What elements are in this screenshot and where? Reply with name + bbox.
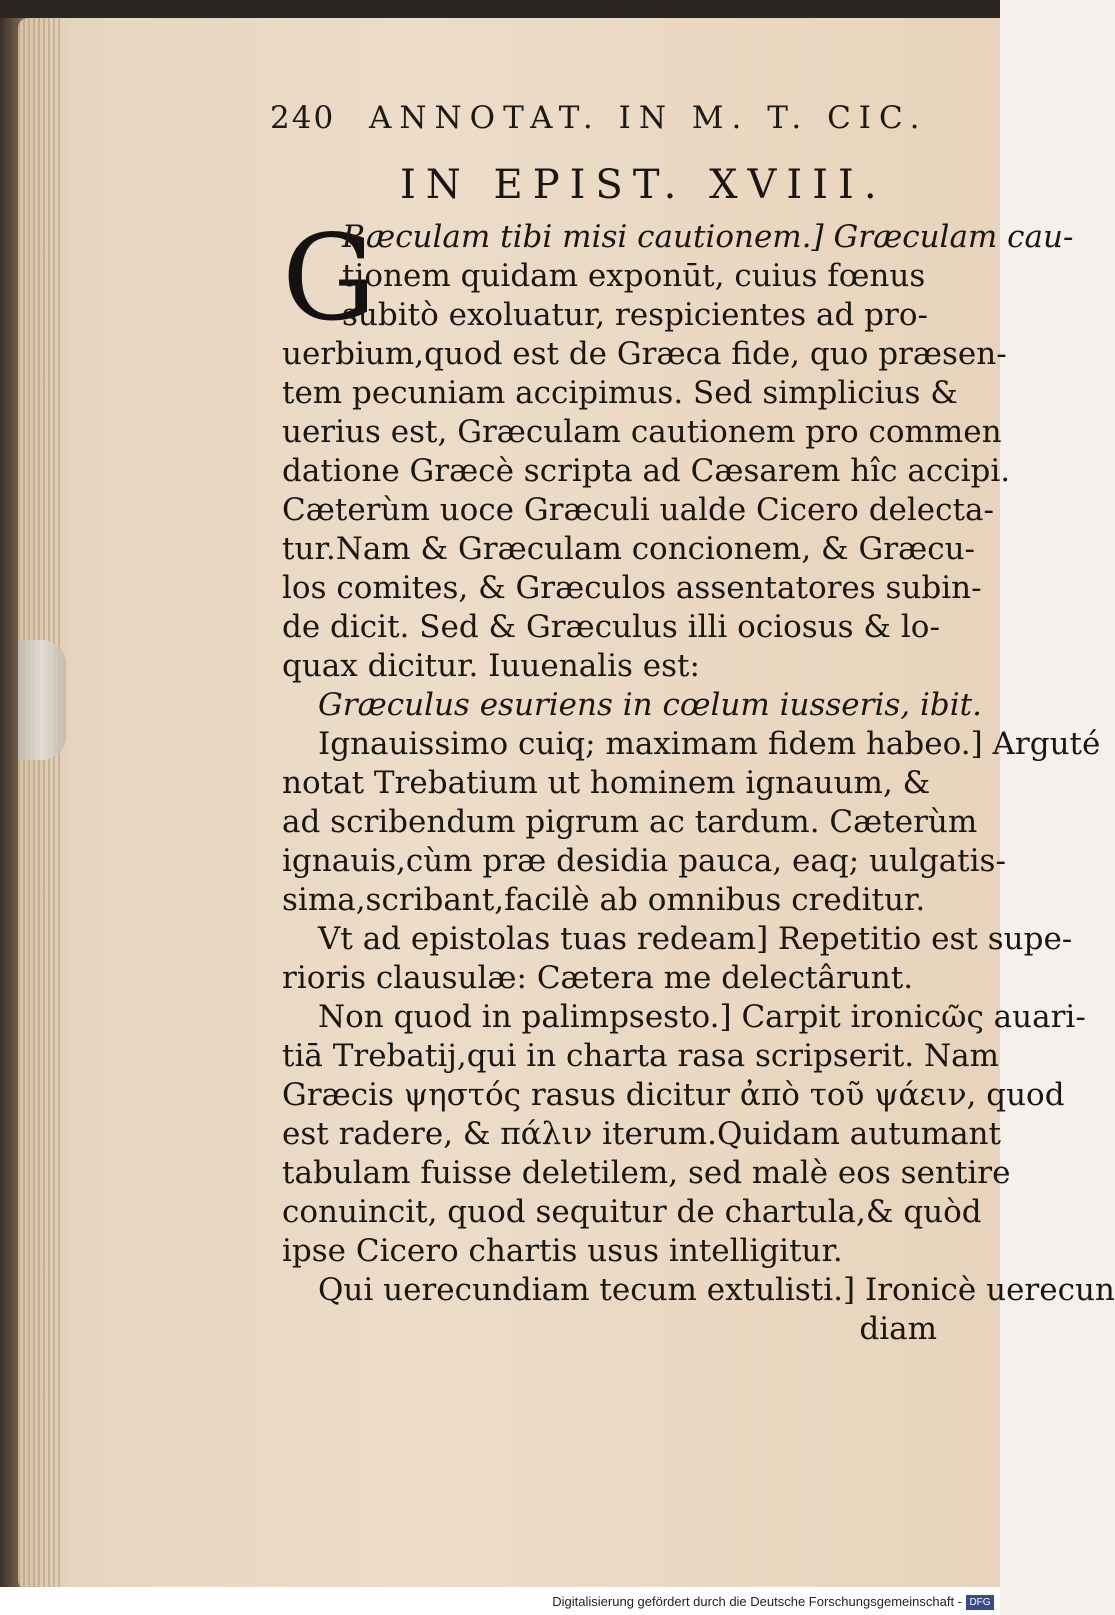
text-line: tem pecuniam accipimus. Sed simplicius & xyxy=(282,375,958,411)
text-line: uerbium,quod est de Græca fide, quo præsen- xyxy=(282,336,1007,372)
page-clip xyxy=(18,640,66,760)
text-line: conuincit, quod sequitur de chartula,& quòd xyxy=(282,1194,982,1230)
text-line: Cæterùm uoce Græculi ualde Cicero delecta- xyxy=(282,492,994,528)
page-number: 240 xyxy=(270,100,336,136)
lemma-line: Vt ad epistolas tuas redeam] Repetitio est supe- xyxy=(318,921,1073,957)
digitization-footer xyxy=(0,1587,1000,1615)
footer-credit: Digitalisierung gefördert durch die Deutsche Forschungsgemeinschaft - xyxy=(552,1594,962,1609)
catchword: diam xyxy=(859,1311,937,1347)
text-line: de dicit. Sed & Græculus illi ociosus & lo- xyxy=(282,609,940,645)
text-line: tabulam fuisse deletilem, sed malè eos sentire xyxy=(282,1155,1011,1191)
verse-quote: Græculus esuriens in cœlum iusseris, ibit. xyxy=(318,687,982,723)
text-line: ignauis,cùm præ desidia pauca, eaq; uulgatis- xyxy=(282,843,1006,879)
text-line: Ræculam tibi misi cautionem.] Græculam cau- xyxy=(342,219,1074,255)
body-text xyxy=(282,209,1115,1349)
running-title: ANNOTAT. IN M. T. CIC. xyxy=(369,100,928,136)
text-line: ad scribendum pigrum ac tardum. Cæterùm xyxy=(282,804,978,840)
text-line: est radere, & πάλιν iterum.Quidam autumant xyxy=(282,1116,1001,1152)
dfg-logo: DFG xyxy=(966,1595,994,1610)
text-line: subitò exoluatur, respicientes ad pro- xyxy=(342,297,928,333)
text-line: tiā Trebatij,qui in charta rasa scripserit. Nam xyxy=(282,1038,999,1074)
text-line: tur.Nam & Græculam concionem, & Græcu- xyxy=(282,531,976,567)
lemma-line: Qui uerecundiam tecum extulisti.] Ironicè uerecun xyxy=(318,1272,1115,1308)
drop-cap: G xyxy=(282,209,377,347)
running-head xyxy=(270,100,970,136)
text-line: datione Græcè scripta ad Cæsarem hîc accipi. xyxy=(282,453,1011,489)
text-line: quax dicitur. Iuuenalis est: xyxy=(282,648,700,684)
section-title: IN EPIST. XVIII. xyxy=(400,162,887,208)
text-line: ipse Cicero chartis usus intelligitur. xyxy=(282,1233,843,1269)
text-line: uerius est, Græculam cautionem pro commen xyxy=(282,414,1002,450)
lemma-line: Ignauissimo cuiq; maximam fidem habeo.] Arguté xyxy=(318,726,1101,762)
text-line: Græcis ψηστός rasus dicitur ἀπὸ τοῦ ψάειν, quod xyxy=(282,1077,1065,1113)
text-line: notat Trebatium ut hominem ignauum, & xyxy=(282,765,931,801)
text-line: rioris clausulæ: Cætera me delectârunt. xyxy=(282,960,914,996)
text-line: los comites, & Græculos assentatores subin- xyxy=(282,570,982,606)
text-line: sima,scribant,facilè ab omnibus creditur. xyxy=(282,882,926,918)
text-line: tionem quidam exponūt, cuius fœnus xyxy=(342,258,926,294)
page-edges xyxy=(18,18,60,1590)
lemma-line: Non quod in palimpsesto.] Carpit ironicῶς auari- xyxy=(318,999,1086,1035)
